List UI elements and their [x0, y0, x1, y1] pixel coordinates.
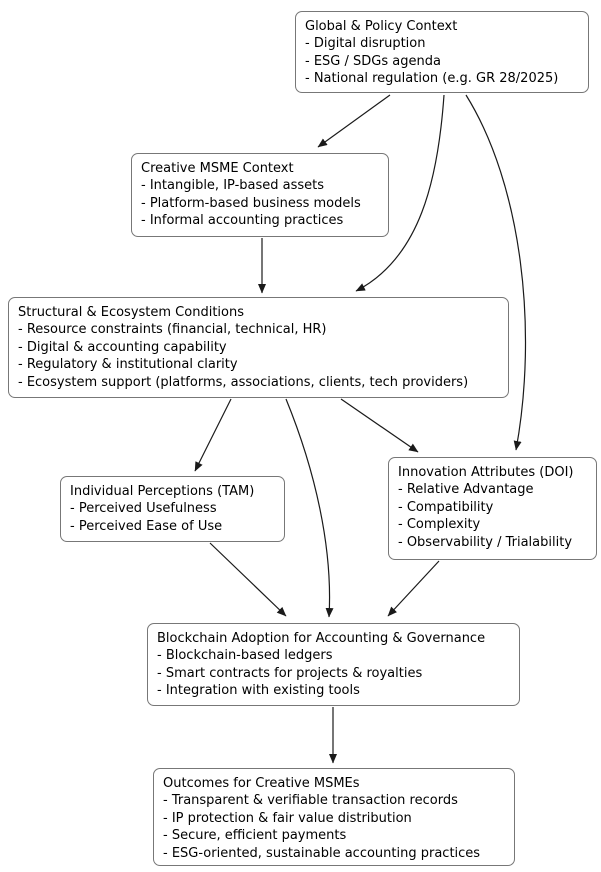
box-item: - Relative Advantage: [398, 482, 534, 498]
edge-doi-to-adoption: [388, 561, 439, 616]
box-item: - Complexity: [398, 517, 481, 533]
box-structural-ecosystem-conditions: [8, 297, 509, 398]
box-item: - Blockchain-based ledgers: [157, 648, 333, 664]
box-item: - Regulatory & institutional clarity: [18, 357, 238, 373]
box-title: Outcomes for Creative MSMEs: [163, 776, 360, 791]
edge-global-to-msme: [318, 95, 390, 147]
box-title: Blockchain Adoption for Accounting & Governance: [157, 631, 486, 646]
box-item: - Observability / Trialability: [398, 534, 573, 550]
box-item: - Secure, efficient payments: [163, 828, 347, 844]
box-innovation-attributes-doi: [388, 457, 597, 560]
box-title: Global & Policy Context: [305, 19, 458, 34]
box-title: Individual Perceptions (TAM): [70, 484, 255, 499]
box-creative-msme-context: [131, 153, 389, 237]
box-blockchain-adoption: [147, 623, 520, 706]
box-individual-perceptions-tam: [60, 476, 285, 542]
box-item: - Informal accounting practices: [141, 213, 344, 229]
box-item: - National regulation (e.g. GR 28/2025): [305, 71, 559, 87]
box-item: - Smart contracts for projects & royalties: [157, 665, 423, 681]
edge-structural-to-doi: [341, 399, 418, 452]
box-item: - IP protection & fair value distribution: [163, 810, 412, 826]
box-item: - Resource constraints (financial, technical, HR): [18, 322, 327, 338]
box-title: Structural & Ecosystem Conditions: [18, 305, 244, 320]
box-item: - Perceived Usefulness: [70, 501, 217, 517]
box-item: - Digital disruption: [305, 36, 426, 52]
box-item: - Platform-based business models: [141, 195, 361, 211]
box-title: Creative MSME Context: [141, 161, 294, 176]
box-item: - Transparent & verifiable transaction records: [163, 793, 458, 809]
box-item: - Intangible, IP-based assets: [141, 178, 325, 194]
box-item: - ESG-oriented, sustainable accounting practices: [163, 845, 481, 861]
box-item: - Digital & accounting capability: [18, 339, 227, 355]
box-title: Innovation Attributes (DOI): [398, 465, 574, 480]
box-item: - ESG / SDGs agenda: [305, 53, 441, 69]
edge-structural-to-tam: [195, 399, 231, 471]
box-outcomes-creative-msmes: [153, 768, 515, 866]
box-item: - Perceived Ease of Use: [70, 518, 223, 534]
box-item: - Compatibility: [398, 499, 494, 515]
box-item: - Ecosystem support (platforms, associations, clients, tech providers): [18, 374, 469, 390]
box-item: - Integration with existing tools: [157, 683, 360, 699]
box-global-policy-context: [295, 11, 589, 93]
edge-structural-to-adoption: [286, 399, 330, 617]
edge-tam-to-adoption: [210, 543, 286, 616]
